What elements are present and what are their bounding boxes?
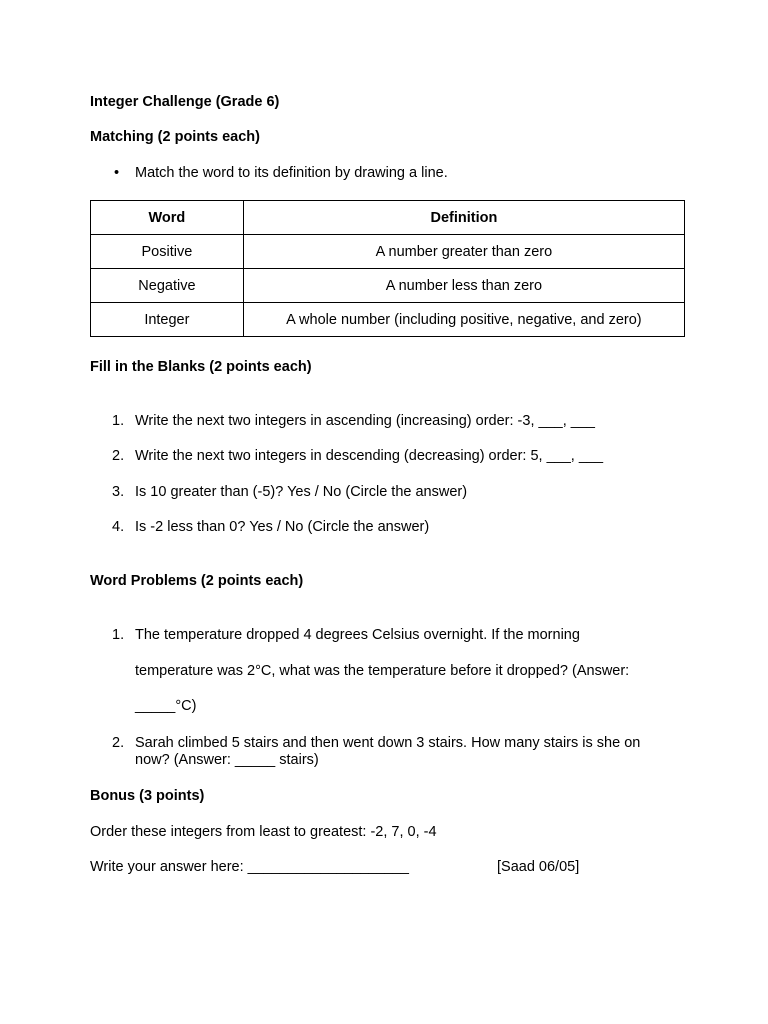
list-number: 2.: [112, 448, 125, 464]
definition-cell: A number less than zero: [243, 269, 684, 303]
matching-instruction: Match the word to its definition by drawing a line.: [135, 165, 448, 181]
column-header-word: Word: [91, 201, 244, 235]
definition-cell: A number greater than zero: [243, 235, 684, 269]
definition-cell: A whole number (including positive, negative, and zero): [243, 303, 684, 337]
word-cell: Positive: [91, 235, 244, 269]
table-row: [91, 303, 685, 337]
problem-line: _____°C): [135, 698, 197, 714]
problem-line: temperature was 2°C, what was the temperature before it dropped? (Answer:: [135, 663, 630, 679]
list-item: Write the next two integers in descending (decreasing) order: 5, ___, ___: [135, 448, 604, 464]
column-header-definition: Definition: [243, 201, 684, 235]
list-item: Write the next two integers in ascending (increasing) order: -3, ___, ___: [135, 413, 595, 429]
table-row: [91, 235, 685, 269]
table-header-row: [91, 201, 685, 235]
list-number: 4.: [112, 519, 125, 535]
fill-blanks-heading: Fill in the Blanks (2 points each): [90, 359, 312, 375]
word-cell: Negative: [91, 269, 244, 303]
page-title: Integer Challenge (Grade 6): [90, 94, 280, 110]
word-cell: Integer: [91, 303, 244, 337]
list-item: Is 10 greater than (-5)? Yes / No (Circle the answer): [135, 484, 468, 500]
matching-table: [90, 200, 685, 337]
author-tag: [Saad 06/05]: [497, 859, 580, 875]
bullet-icon: •: [114, 165, 120, 181]
matching-heading: Matching (2 points each): [90, 129, 260, 145]
table-row: [91, 269, 685, 303]
answer-line: Write your answer here: ____________________: [90, 859, 409, 875]
list-number: 3.: [112, 484, 125, 500]
problem-line: Sarah climbed 5 stairs and then went down 3 stairs. How many stairs is she on: [135, 735, 641, 751]
bonus-prompt: Order these integers from least to greatest: -2, 7, 0, -4: [90, 824, 437, 840]
list-number: 1.: [112, 413, 125, 429]
word-problems-heading: Word Problems (2 points each): [90, 573, 304, 589]
problem-line: The temperature dropped 4 degrees Celsius overnight. If the morning: [135, 627, 580, 643]
bonus-heading: Bonus (3 points): [90, 788, 205, 804]
list-number: 2.: [112, 735, 125, 751]
problem-line: now? (Answer: _____ stairs): [135, 752, 319, 768]
list-item: Is -2 less than 0? Yes / No (Circle the answer): [135, 519, 430, 535]
list-number: 1.: [112, 627, 125, 643]
